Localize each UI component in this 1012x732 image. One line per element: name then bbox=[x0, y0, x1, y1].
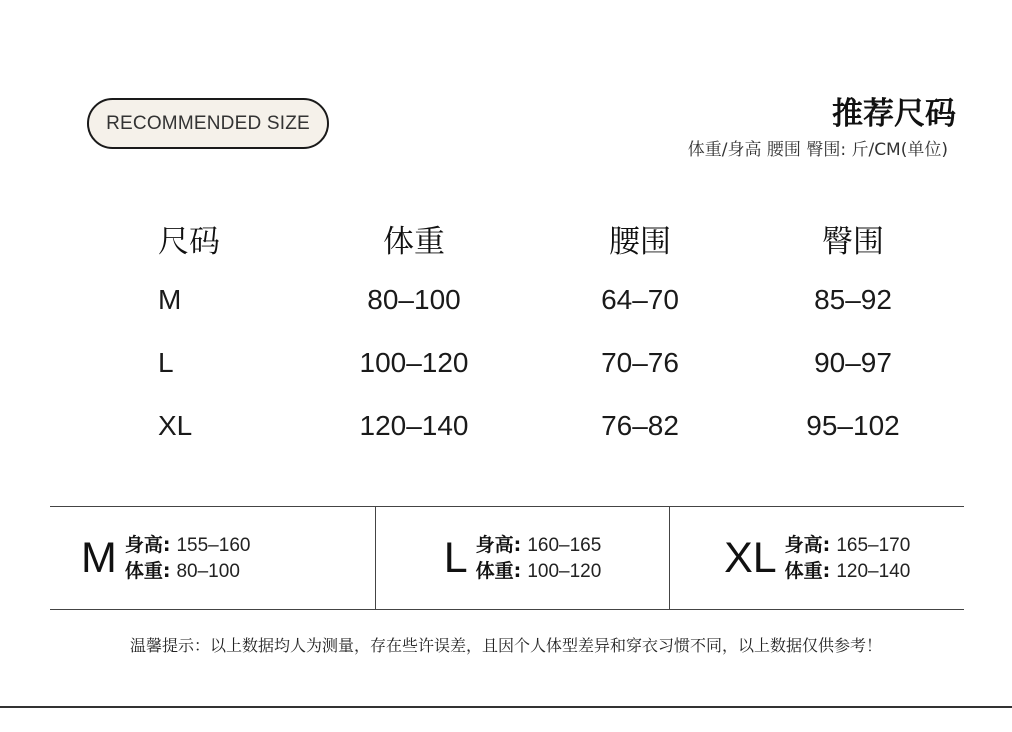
disclaimer-tip: 温馨提示：以上数据均人为测量，存在些许误差，且因个人体型差异和穿衣习惯不同，以上数据仅供参考！ bbox=[129, 636, 882, 655]
recommend-units: 体重/身高 腰围 臀围: 斤/CM(单位) bbox=[687, 140, 948, 160]
header-size: 尺码 bbox=[158, 224, 220, 260]
recommend-title: 推荐尺码 bbox=[832, 96, 956, 132]
size-guide-letter: L bbox=[443, 533, 468, 582]
size-guide-letter: M bbox=[81, 533, 117, 582]
weight-label: 体重: bbox=[475, 559, 522, 582]
weight-value: 100–120 bbox=[527, 560, 602, 582]
weight-label: 体重: bbox=[784, 559, 831, 582]
table-cell-size: XL bbox=[158, 410, 193, 441]
recommended-size-badge bbox=[87, 98, 329, 149]
recommended-size-label: RECOMMENDED SIZE bbox=[106, 112, 310, 134]
table-cell-hip: 95–102 bbox=[806, 410, 900, 441]
table-cell-hip: 85–92 bbox=[814, 284, 892, 315]
height-label: 身高: bbox=[124, 533, 171, 556]
height-value: 165–170 bbox=[836, 534, 911, 556]
table-cell-hip: 90–97 bbox=[814, 347, 892, 378]
table-cell-weight: 80–100 bbox=[367, 284, 461, 315]
table-cell-waist: 76–82 bbox=[601, 410, 679, 441]
height-value: 160–165 bbox=[527, 534, 602, 556]
height-label: 身高: bbox=[784, 533, 831, 556]
header-hip: 臀围 bbox=[822, 224, 884, 260]
size-guide-xl bbox=[669, 507, 964, 609]
weight-value: 120–140 bbox=[836, 560, 911, 582]
height-value: 155–160 bbox=[176, 534, 251, 556]
size-guide-m bbox=[50, 507, 375, 609]
table-cell-weight: 100–120 bbox=[359, 347, 469, 378]
header-waist: 腰围 bbox=[609, 224, 671, 260]
bottom-divider bbox=[0, 706, 1012, 708]
table-cell-waist: 64–70 bbox=[601, 284, 679, 315]
table-cell-weight: 120–140 bbox=[359, 410, 469, 441]
table-cell-size: M bbox=[158, 284, 182, 315]
weight-value: 80–100 bbox=[176, 560, 240, 582]
table-cell-waist: 70–76 bbox=[601, 347, 679, 378]
size-guide-letter: XL bbox=[724, 533, 777, 582]
header-weight: 体重 bbox=[383, 224, 445, 260]
height-label: 身高: bbox=[475, 533, 522, 556]
size-guide-band bbox=[50, 506, 964, 610]
weight-label: 体重: bbox=[124, 559, 171, 582]
size-guide-l bbox=[375, 507, 670, 609]
table-cell-size: L bbox=[158, 347, 174, 378]
